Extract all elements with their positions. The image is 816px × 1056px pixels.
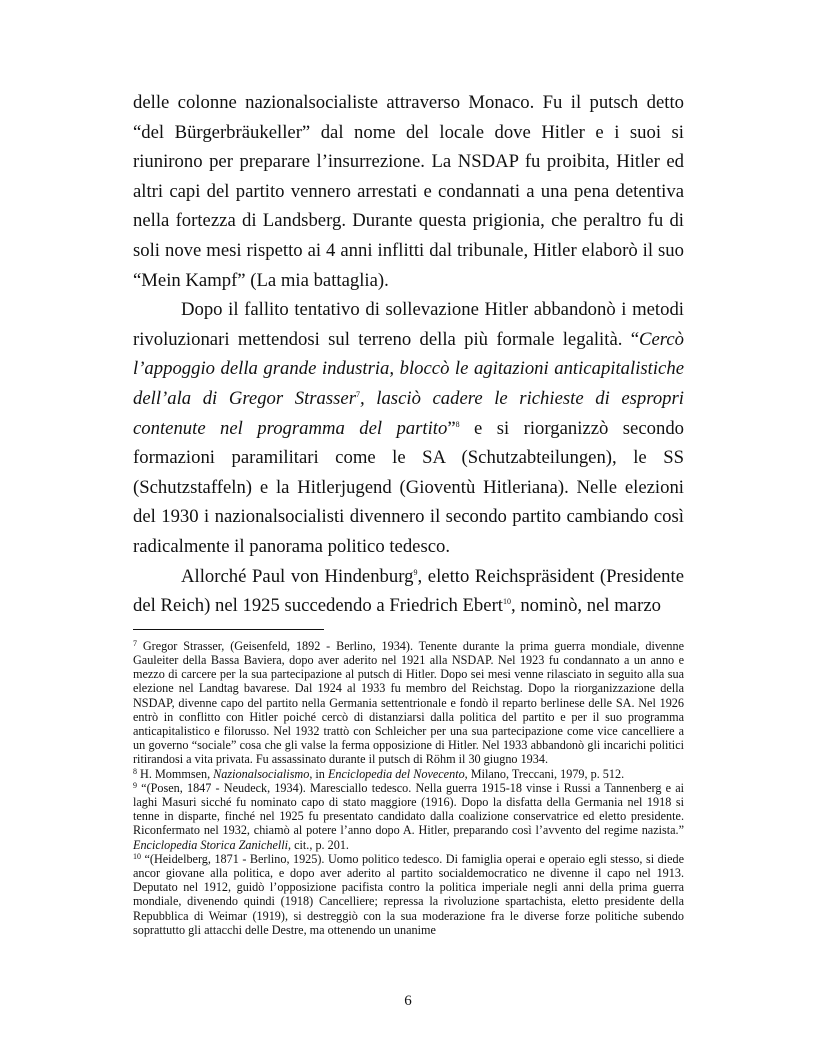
text-run: “(Posen, 1847 - Neudeck, 1934). Maresciallo tedesco. Nella guerra 1915-18 vinse i Russi a Tannenberg e ai laghi Masuri sicché fu nominato capo di stato maggiore (1916). Dopo la disfatta della Germania nel 1918 si tenne in disparte, finché nel 1925 fu presentato candidato dalla coalizione conservatrice ed eletto presidente. Riconfermato nel 1932, chiamò al potere l’anno dopo A. Hitler, preparando così l’avvento del regime nazista.” <box>133 780 684 838</box>
footnote-10 <box>133 852 684 937</box>
italic-text: Cercò l’appoggio della grande industria, bloccò le agitazioni anticapitalistiche dell’ala di Gregor Strasser <box>133 328 684 409</box>
footnote-separator <box>133 629 324 630</box>
footnote-marker: 10 <box>502 597 511 607</box>
footnote-marker: 9 <box>413 567 418 577</box>
text-run: , Milano, Treccani, 1979, p. 512. <box>464 766 625 781</box>
footnote-7 <box>133 639 684 767</box>
text-run: , in <box>309 766 328 781</box>
text-run: Allorché Paul von Hindenburg <box>181 565 414 587</box>
footnote-marker: 9 <box>133 780 137 790</box>
text-run: delle colonne nazionalsocialiste attraverso Monaco. Fu il putsch detto “del Bürgerbräukeller” dal nome del locale dove Hitler e i suoi si riunirono per preparare l’insurrezione. La NSDAP fu proibita, Hitler ed altri capi del partito vennero arrestati e condannati a una pena detentiva nella fortezza di Landsberg. Durante questa prigionia, che peraltro fu di soli nove mesi rispetto ai 4 anni inflitti dal tribunale, Hitler elaborò il suo “Mein Kampf” (La mia battaglia). <box>133 92 684 291</box>
footnote-marker: 7 <box>133 638 137 648</box>
text-run: ” <box>447 417 456 439</box>
footnote-marker: 7 <box>356 389 361 399</box>
italic-text: Nazionalsocialismo <box>213 766 310 781</box>
body-text <box>133 88 684 621</box>
text-run: Gregor Strasser, (Geisenfeld, 1892 - Berlino, 1934). Tenente durante la prima guerra mondiale, divenne Gauleiter della Bassa Baviera, dopo aver aderito nel 1921 alla NSDAP. Nel 1923 fu condannato a un anno e mezzo di carcere per la sua partecipazione al putsch di Hitler. Dopo sei mesi venne rilasciato in seguito alla sua elezione nel Landtag bavarese. Dal 1924 al 1933 fu membro del Reichstag. Dopo la riorganizzazione della NSDAP, divenne capo del partito nella Germania settentrionale e fondò il reparto berlinese delle SA. Nel 1926 entrò in conflitto con Hitler poiché cercò di distanziarsi dalla politica del partito e per il suo programma anticapitalistico e filorusso. Nel 1932 trattò con Schleicher per una sua partecipazione come vice cancelliere a un governo “sociale” cosa che gli valse la ferma opposizione di Hitler. Nel 1933 abbandonò gli incarichi politici ritirandosi a vita privata. Fu assassinato durante il putsch di Röhm il 30 giugno 1934. <box>133 638 684 767</box>
footnote-9 <box>133 781 684 852</box>
page-number: 6 <box>404 993 412 1009</box>
italic-text: , lasciò cadere le richieste di espropri contenute nel programma del partito <box>133 387 684 439</box>
footnote-marker: 8 <box>455 419 460 429</box>
italic-text: Enciclopedia Storica Zanichelli <box>133 837 289 852</box>
text-run: , eletto Reichspräsident (Presidente del Reich) nel 1925 succedendo a Friedrich Ebert <box>133 565 684 617</box>
text-run: , nominò, nel marzo <box>510 595 661 617</box>
text-run: e si riorganizzò secondo formazioni paramilitari come le SA (Schutzabteilungen), le SS (Schutzstaffeln) e la Hitlerjugend (Gioventù Hitleriana). Nelle elezioni del 1930 i nazionalsocialisti divennero il secondo partito cambiando così radicalmente il panorama politico tedesco. <box>133 417 685 557</box>
paragraph <box>133 295 684 561</box>
text-run: “(Heidelberg, 1871 - Berlino, 1925). Uomo politico tedesco. Di famiglia operai e operaio egli stesso, si diede ancor giovane alla politica, e dopo aver aderito al partito socialdemocratico ne divenne il capo nel 1913. Deputato nel 1912, guidò l’opposizione pacifista contro la politica imperiale negli anni della prima guerra mondiale, divenendo quindi (1918) Cancelliere; repressa la rivoluzione spartachista, eletto presidente della Repubblica di Weimar (1919), si destreggiò con la sua moderazione fra le diverse forze politiche subendo soprattutto gli attacchi delle Destre, ma ottenendo un unanime <box>133 851 684 937</box>
text-run: Dopo il fallito tentativo di sollevazione Hitler abbandonò i metodi rivoluzionari mettendosi sul terreno della più formale legalità. “ <box>133 299 684 350</box>
footnote-marker: 10 <box>133 851 141 861</box>
document-page <box>133 88 684 937</box>
footnotes <box>133 639 684 937</box>
text-run: H. Mommsen, <box>137 766 214 781</box>
paragraph <box>133 562 684 621</box>
text-run: , cit., p. 201. <box>288 837 349 852</box>
footnote-marker: 8 <box>133 766 137 776</box>
paragraph <box>133 88 684 295</box>
footnote-8 <box>133 767 684 781</box>
italic-text: Enciclopedia del Novecento <box>327 766 465 781</box>
